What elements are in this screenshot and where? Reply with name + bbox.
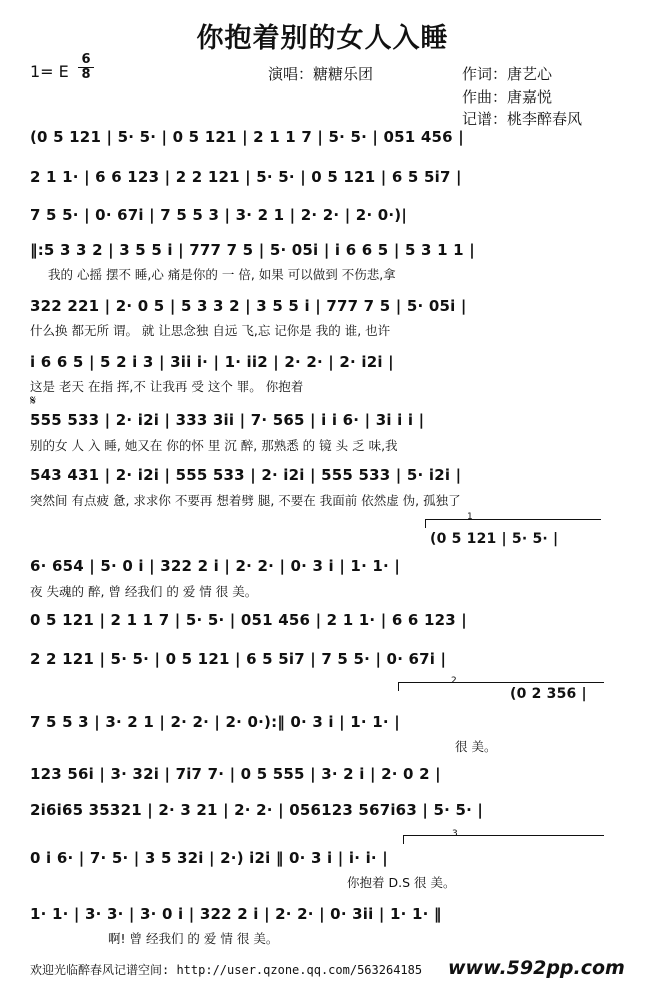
song-title: 你抱着别的女人入睡 <box>196 23 449 54</box>
notation-row: 2 1 1· | 6 6 123 | 2 2 121 | 5· 5· | 0 5 121 | 6 5 5i7 | <box>30 168 462 186</box>
notation-row: 7 5 5 3 | 3· 2 1 | 2· 2· | 2· 0·):‖ 0· 3 i | 1· 1· | <box>30 713 400 731</box>
singer-credit: 演唱：糖糖乐团 <box>268 65 374 83</box>
volta-bracket-1 <box>425 519 601 528</box>
notation-row: 2i6i65 35321 | 2· 3 21 | 2· 2· | 056123 567i63 | 5· 5· | <box>30 801 484 819</box>
time-signature-bottom: 8 <box>81 67 91 82</box>
notation-row: (0 5 121 | 5· 5· | 0 5 121 | 2 1 1 7 | 5· 5· | 051 456 | <box>30 128 464 146</box>
notation-row: 2 2 121 | 5· 5· | 0 5 121 | 6 5 5i7 | 7 5 5· | 0· 67i | <box>30 650 447 668</box>
notation-row: 7 5 5· | 0· 67i | 7 5 5 3 | 3· 2 1 | 2· 2· | 2· 0·)| <box>30 206 408 224</box>
lyric-line: 很 美。 <box>455 739 497 754</box>
notation-row: 123 56i | 3· 32i | 7i7 7· | 0 5 555 | 3· 2 i | 2· 0 2 | <box>30 765 441 783</box>
volta-notes: (0 2 356 | <box>510 686 587 702</box>
notation-row: ‖:5 3 3 2 | 3 5 5 i | 777 7 5 | 5· 05i | i 6 6 5 | 5 3 1 1 | <box>30 241 475 259</box>
notation-row: 1· 1· | 3· 3· | 3· 0 i | 322 2 i | 2· 2· | 0· 3ii | 1· 1· ‖ <box>30 905 442 923</box>
lyric-line: 什么换 都无所 谓。 就 让思念独 自远 飞,忘 记你是 我的 谁, 也许 <box>30 323 391 338</box>
notation-row: 0 i 6· | 7· 5· | 3 5 32i | 2·) i2i ‖ 0· 3 i | i· i· | <box>30 849 388 867</box>
lyricist-credit: 作词：唐艺心 <box>462 65 553 83</box>
segno-sign: 𝄋 <box>30 393 37 409</box>
notation-row: 322 221 | 2· 0 5 | 5 3 3 2 | 3 5 5 i | 777 7 5 | 5· 05i | <box>30 297 467 315</box>
lyric-line: 这是 老天 在指 挥,不 让我再 受 这个 罪。 你抱着 <box>30 379 304 394</box>
notation-row: 555 533 | 2· i2i | 333 3ii | 7· 565 | i i 6· | 3i i i | <box>30 411 425 429</box>
notation-row: 0 5 121 | 2 1 1 7 | 5· 5· | 051 456 | 2 1 1· | 6 6 123 | <box>30 611 467 629</box>
volta-number: 1 <box>467 512 473 522</box>
lyric-line: 突然间 有点疲 惫, 求求你 不要再 想着劈 腿, 不要在 我面前 依然虚 伪, 孤独了 <box>30 493 461 508</box>
time-signature <box>78 54 94 81</box>
notation-row: 543 431 | 2· i2i | 555 533 | 2· i2i | 555 533 | 5· i2i | <box>30 466 462 484</box>
lyric-line: 夜 失魂的 醉, 曾 经我们 的 爱 情 很 美。 <box>30 584 258 599</box>
notation-row: 6· 654 | 5· 0 i | 322 2 i | 2· 2· | 0· 3 i | 1· 1· | <box>30 557 401 575</box>
lyric-line: 啊! 曾 经我们 的 爱 情 很 美。 <box>108 931 279 946</box>
site-watermark: www.592pp.com <box>448 957 625 979</box>
notation-row: i 6 6 5 | 5 2 i 3 | 3ii i· | 1· ii2 | 2· 2· | 2· i2i | <box>30 353 394 371</box>
lyric-line: 别的女 人 入 睡, 她又在 你的怀 里 沉 醉, 那熟悉 的 镜 头 乏 味,我 <box>30 438 398 453</box>
volta-number: 2 <box>451 676 457 686</box>
footer-credit: 欢迎光临醉春风记谱空间: http://user.qzone.qq.com/563264185 <box>30 963 423 977</box>
volta-notes: (0 5 121 | 5· 5· | <box>430 531 559 547</box>
transcriber-credit: 记谱：桃李醉春风 <box>462 110 583 128</box>
time-signature-top: 6 <box>81 52 91 67</box>
volta-bracket-3 <box>403 835 604 844</box>
volta-number: 3 <box>452 829 458 839</box>
lyric-line: 你抱着 D.S 很 美。 <box>347 875 456 890</box>
composer-credit: 作曲：唐嘉悦 <box>462 88 553 106</box>
key-signature: 1= E <box>30 62 69 81</box>
lyric-line: 我的 心摇 摆不 睡,心 痛是你的 一 倍, 如果 可以做到 不伤悲,拿 <box>48 267 396 282</box>
